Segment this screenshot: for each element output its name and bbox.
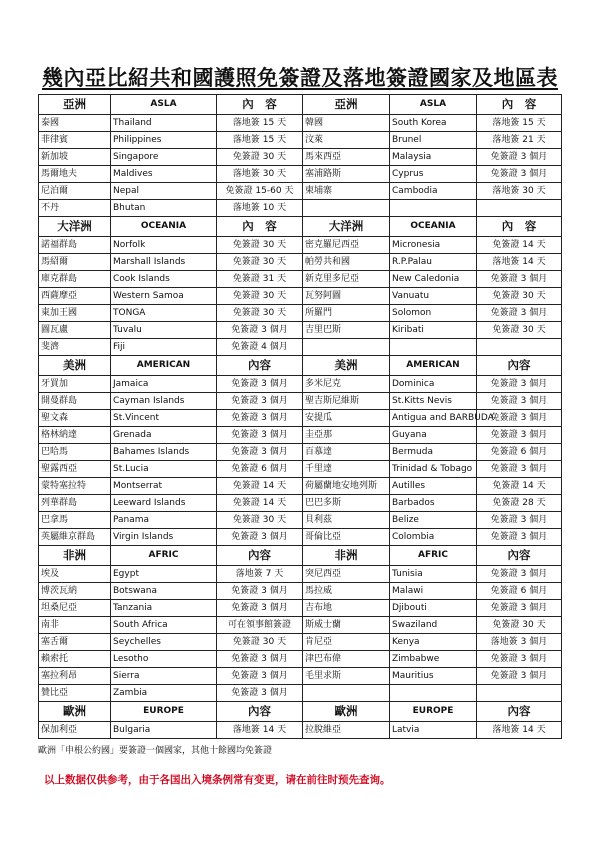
- schengen-note: 歐洲「申根公約國」要簽證一個國家，其他十餘國均免簽證: [38, 746, 273, 756]
- section-header-cell: 內容: [217, 356, 303, 376]
- country-en-cell: Marshall Islands: [111, 254, 217, 271]
- country-cn-cell: 博茨瓦納: [39, 583, 111, 600]
- visa-policy-cell: 落地簽 7 天: [217, 566, 303, 583]
- table-row: [39, 461, 562, 478]
- visa-policy-cell: [477, 339, 562, 356]
- visa-policy-cell: 免簽證 3 個月: [477, 600, 562, 617]
- section-header-cell: EUROPE: [111, 702, 217, 722]
- section-header-cell: 歐洲: [39, 702, 111, 722]
- visa-policy-cell: 免簽證 3 個月: [217, 668, 303, 685]
- table-row: [39, 339, 562, 356]
- visa-policy-cell: 可在領事館簽證: [217, 617, 303, 634]
- section-header-cell: AMERICAN: [390, 356, 477, 376]
- country-cn-cell: 塞浦路斯: [303, 166, 390, 183]
- country-en-cell: Vanuatu: [390, 288, 477, 305]
- section-header-cell: 內容: [477, 546, 562, 566]
- country-en-cell: South Korea: [390, 115, 477, 132]
- country-cn-cell: 吉里巴斯: [303, 322, 390, 339]
- visa-policy-cell: 免簽證 3 個月: [477, 393, 562, 410]
- country-en-cell: Philippines: [111, 132, 217, 149]
- country-cn-cell: 圭亞那: [303, 427, 390, 444]
- country-en-cell: Maldives: [111, 166, 217, 183]
- country-en-cell: St.Vincent: [111, 410, 217, 427]
- visa-policy-cell: 免簽證 3 個月: [217, 427, 303, 444]
- country-en-cell: Malawi: [390, 583, 477, 600]
- country-en-cell: Antigua and BARBUDA: [390, 410, 477, 427]
- country-cn-cell: 汶萊: [303, 132, 390, 149]
- visa-policy-cell: 落地簽 15 天: [477, 115, 562, 132]
- country-cn-cell: 韓國: [303, 115, 390, 132]
- country-cn-cell: 貝利茲: [303, 512, 390, 529]
- country-en-cell: [390, 200, 477, 217]
- section-header: [39, 546, 562, 566]
- section-header-cell: 歐洲: [303, 702, 390, 722]
- section-header-cell: 非洲: [303, 546, 390, 566]
- country-en-cell: Bermuda: [390, 444, 477, 461]
- country-cn-cell: 埃及: [39, 566, 111, 583]
- table-row: [39, 583, 562, 600]
- country-cn-cell: 圖瓦盧: [39, 322, 111, 339]
- country-en-cell: Trinidad & Tobago: [390, 461, 477, 478]
- visa-policy-cell: 免簽證 30 天: [477, 617, 562, 634]
- country-en-cell: Western Samoa: [111, 288, 217, 305]
- table-row: [39, 617, 562, 634]
- country-en-cell: Malaysia: [390, 149, 477, 166]
- table-row: [39, 149, 562, 166]
- country-cn-cell: 瓦努阿圖: [303, 288, 390, 305]
- section-header-cell: 大洋洲: [39, 217, 111, 237]
- country-en-cell: Cayman Islands: [111, 393, 217, 410]
- country-en-cell: Guyana: [390, 427, 477, 444]
- country-cn-cell: 菲律賓: [39, 132, 111, 149]
- section-header-cell: 大洋洲: [303, 217, 390, 237]
- section-header-cell: 美洲: [39, 356, 111, 376]
- table-row: [39, 529, 562, 546]
- visa-policy-cell: 免簽證 30 天: [477, 288, 562, 305]
- visa-policy-cell: 免簽證 3 個月: [217, 651, 303, 668]
- table-row: [39, 132, 562, 149]
- table-row: [39, 271, 562, 288]
- visa-policy-cell: 落地簽 30 天: [477, 183, 562, 200]
- country-cn-cell: 斐濟: [39, 339, 111, 356]
- country-cn-cell: 馬拉威: [303, 583, 390, 600]
- table-row: [39, 254, 562, 271]
- visa-policy-cell: 免簽證 3 個月: [217, 600, 303, 617]
- country-cn-cell: 諾福群島: [39, 237, 111, 254]
- visa-policy-cell: 免簽證 6 個月: [477, 583, 562, 600]
- country-en-cell: Colombia: [390, 529, 477, 546]
- table-row: [39, 393, 562, 410]
- country-en-cell: Botswana: [111, 583, 217, 600]
- country-cn-cell: 新加坡: [39, 149, 111, 166]
- visa-policy-cell: 免簽證 30 天: [217, 149, 303, 166]
- country-cn-cell: [303, 339, 390, 356]
- country-en-cell: Barbados: [390, 495, 477, 512]
- country-cn-cell: 西薩摩亞: [39, 288, 111, 305]
- table-row: [39, 237, 562, 254]
- country-cn-cell: 聖露西亞: [39, 461, 111, 478]
- visa-policy-cell: 免簽證 6 個月: [217, 461, 303, 478]
- country-en-cell: St.Lucia: [111, 461, 217, 478]
- country-en-cell: [390, 339, 477, 356]
- section-header: [39, 702, 562, 722]
- country-cn-cell: 泰國: [39, 115, 111, 132]
- country-cn-cell: 庫克群島: [39, 271, 111, 288]
- visa-policy-cell: [477, 200, 562, 217]
- visa-policy-cell: 落地簽 15 天: [217, 132, 303, 149]
- visa-policy-cell: 落地簽 14 天: [477, 254, 562, 271]
- country-cn-cell: 賴索托: [39, 651, 111, 668]
- country-en-cell: Kiribati: [390, 322, 477, 339]
- section-header: [39, 95, 562, 115]
- country-en-cell: TONGA: [111, 305, 217, 322]
- country-cn-cell: 開曼群島: [39, 393, 111, 410]
- country-en-cell: Latvia: [390, 722, 477, 739]
- visa-policy-cell: 免簽證 3 個月: [477, 651, 562, 668]
- country-cn-cell: 荷屬蘭地安地列斯: [303, 478, 390, 495]
- country-cn-cell: 聖文森: [39, 410, 111, 427]
- country-en-cell: Autilles: [390, 478, 477, 495]
- country-en-cell: Tuvalu: [111, 322, 217, 339]
- country-cn-cell: 密克羅尼西亞: [303, 237, 390, 254]
- visa-policy-cell: 落地簽 14 天: [217, 722, 303, 739]
- country-en-cell: Cambodia: [390, 183, 477, 200]
- table-row: [39, 444, 562, 461]
- section-header-cell: 亞洲: [303, 95, 390, 115]
- table-row: [39, 305, 562, 322]
- country-en-cell: Brunel: [390, 132, 477, 149]
- country-en-cell: Zambia: [111, 685, 217, 702]
- country-cn-cell: 南非: [39, 617, 111, 634]
- visa-policy-cell: 免簽證 28 天: [477, 495, 562, 512]
- table-row: [39, 427, 562, 444]
- visa-policy-cell: 免簽證 31 天: [217, 271, 303, 288]
- visa-table: [38, 94, 562, 739]
- country-cn-cell: 英屬維京群島: [39, 529, 111, 546]
- country-cn-cell: 塞拉利昂: [39, 668, 111, 685]
- section-header-cell: ASLA: [111, 95, 217, 115]
- country-en-cell: Montserrat: [111, 478, 217, 495]
- visa-policy-cell: 免簽證 30 天: [217, 237, 303, 254]
- table-row: [39, 322, 562, 339]
- visa-policy-cell: 免簽證 30 天: [217, 254, 303, 271]
- country-cn-cell: 吉布地: [303, 600, 390, 617]
- visa-policy-cell: 免簽證 3 個月: [477, 668, 562, 685]
- visa-policy-cell: 免簽證 30 天: [217, 305, 303, 322]
- country-cn-cell: 格林納達: [39, 427, 111, 444]
- section-header-cell: 內 容: [217, 95, 303, 115]
- country-en-cell: Lesotho: [111, 651, 217, 668]
- visa-policy-cell: 免簽證 3 個月: [217, 583, 303, 600]
- country-cn-cell: 多米尼克: [303, 376, 390, 393]
- section-header-cell: 內 容: [217, 217, 303, 237]
- country-cn-cell: 哥倫比亞: [303, 529, 390, 546]
- visa-policy-cell: 免簽證 30 天: [477, 322, 562, 339]
- visa-policy-cell: 免簽證 14 天: [477, 478, 562, 495]
- visa-policy-cell: 免簽證 3 個月: [477, 271, 562, 288]
- country-cn-cell: 津巴布偉: [303, 651, 390, 668]
- country-en-cell: Singapore: [111, 149, 217, 166]
- country-en-cell: Cyprus: [390, 166, 477, 183]
- country-cn-cell: [303, 200, 390, 217]
- country-en-cell: Bahames Islands: [111, 444, 217, 461]
- country-en-cell: Sierra: [111, 668, 217, 685]
- visa-policy-cell: 免簽證 14 天: [477, 237, 562, 254]
- table-row: [39, 668, 562, 685]
- visa-policy-cell: 免簽證 4 個月: [217, 339, 303, 356]
- table-row: [39, 288, 562, 305]
- section-header-cell: ASLA: [390, 95, 477, 115]
- country-en-cell: Dominica: [390, 376, 477, 393]
- section-header-cell: OCEANIA: [390, 217, 477, 237]
- visa-policy-cell: 免簽證 3 個月: [477, 427, 562, 444]
- visa-policy-cell: 免簽證 30 天: [217, 634, 303, 651]
- country-en-cell: R.P.Palau: [390, 254, 477, 271]
- page-title: 幾內亞比紹共和國護照免簽證及落地簽證國家及地區表: [42, 65, 558, 90]
- country-en-cell: Micronesia: [390, 237, 477, 254]
- country-en-cell: Bhutan: [111, 200, 217, 217]
- country-cn-cell: 帕勞共和國: [303, 254, 390, 271]
- visa-policy-cell: 落地簽 3 個月: [477, 634, 562, 651]
- table-row: [39, 600, 562, 617]
- visa-policy-cell: 免簽證 14 天: [217, 495, 303, 512]
- visa-policy-cell: 免簽證 30 天: [217, 512, 303, 529]
- country-cn-cell: 安提瓜: [303, 410, 390, 427]
- country-cn-cell: 不丹: [39, 200, 111, 217]
- visa-policy-cell: 免簽證 3 個月: [217, 529, 303, 546]
- table-row: [39, 200, 562, 217]
- section-header: [39, 217, 562, 237]
- country-cn-cell: 馬來西亞: [303, 149, 390, 166]
- country-en-cell: Grenada: [111, 427, 217, 444]
- section-header-cell: 內 容: [477, 217, 562, 237]
- country-cn-cell: 坦桑尼亞: [39, 600, 111, 617]
- country-en-cell: South Africa: [111, 617, 217, 634]
- country-en-cell: Egypt: [111, 566, 217, 583]
- country-en-cell: Djibouti: [390, 600, 477, 617]
- country-cn-cell: 馬爾地夫: [39, 166, 111, 183]
- visa-policy-cell: [477, 685, 562, 702]
- country-en-cell: [390, 685, 477, 702]
- visa-policy-cell: 免簽證 3 個月: [217, 685, 303, 702]
- visa-policy-cell: 免簽證 3 個月: [217, 376, 303, 393]
- table-row: [39, 566, 562, 583]
- country-en-cell: Nepal: [111, 183, 217, 200]
- visa-policy-cell: 免簽證 3 個月: [477, 166, 562, 183]
- visa-policy-cell: 免簽證 3 個月: [477, 529, 562, 546]
- country-cn-cell: 保加利亞: [39, 722, 111, 739]
- country-cn-cell: 新克里多尼亞: [303, 271, 390, 288]
- country-cn-cell: 列華群島: [39, 495, 111, 512]
- section-header-cell: 內容: [477, 356, 562, 376]
- visa-policy-cell: 免簽證 3 個月: [477, 149, 562, 166]
- visa-policy-cell: 免簽證 3 個月: [477, 461, 562, 478]
- section-header-cell: AFRIC: [111, 546, 217, 566]
- country-en-cell: Norfolk: [111, 237, 217, 254]
- country-cn-cell: 聖吉斯尼維斯: [303, 393, 390, 410]
- country-cn-cell: 東加王國: [39, 305, 111, 322]
- country-cn-cell: 贊比亞: [39, 685, 111, 702]
- table-row: [39, 376, 562, 393]
- table-row: [39, 685, 562, 702]
- country-en-cell: Bulgaria: [111, 722, 217, 739]
- country-en-cell: Solomon: [390, 305, 477, 322]
- disclaimer-footer: 以上数据仅供参考，由于各国出入境条例常有变更，请在前往时预先查询。: [44, 774, 391, 786]
- section-header-cell: 非洲: [39, 546, 111, 566]
- country-cn-cell: 突尼西亞: [303, 566, 390, 583]
- country-en-cell: Panama: [111, 512, 217, 529]
- section-header-cell: AMERICAN: [111, 356, 217, 376]
- country-en-cell: St.Kitts Nevis: [390, 393, 477, 410]
- visa-policy-cell: 落地簽 21 天: [477, 132, 562, 149]
- section-header: [39, 356, 562, 376]
- country-cn-cell: 千里達: [303, 461, 390, 478]
- visa-policy-cell: 免簽證 3 個月: [217, 393, 303, 410]
- section-header-cell: AFRIC: [390, 546, 477, 566]
- visa-policy-cell: 落地簽 14 天: [477, 722, 562, 739]
- country-en-cell: Zimbabwe: [390, 651, 477, 668]
- visa-policy-cell: 落地簽 30 天: [217, 166, 303, 183]
- visa-policy-cell: 免簽證 3 個月: [217, 410, 303, 427]
- visa-policy-cell: 免簽證 3 個月: [477, 376, 562, 393]
- visa-policy-cell: 免簽證 3 個月: [477, 566, 562, 583]
- section-header-cell: OCEANIA: [111, 217, 217, 237]
- country-cn-cell: 塞舌爾: [39, 634, 111, 651]
- country-cn-cell: 柬埔寨: [303, 183, 390, 200]
- country-en-cell: Leeward Islands: [111, 495, 217, 512]
- country-en-cell: Swaziland: [390, 617, 477, 634]
- table-row: [39, 410, 562, 427]
- country-cn-cell: 牙買加: [39, 376, 111, 393]
- country-cn-cell: 肯尼亞: [303, 634, 390, 651]
- visa-policy-cell: 免簽證 3 個月: [477, 410, 562, 427]
- country-cn-cell: 巴哈馬: [39, 444, 111, 461]
- visa-policy-cell: 免簽證 14 天: [217, 478, 303, 495]
- section-header-cell: 內容: [217, 546, 303, 566]
- section-header-cell: EUROPE: [390, 702, 477, 722]
- country-cn-cell: 蒙特塞拉特: [39, 478, 111, 495]
- section-header-cell: 內容: [217, 702, 303, 722]
- section-header-cell: 亞洲: [39, 95, 111, 115]
- visa-policy-cell: 免簽證 3 個月: [477, 305, 562, 322]
- visa-policy-cell: 免簽證 30 天: [217, 288, 303, 305]
- table-row: [39, 478, 562, 495]
- country-cn-cell: 百慕達: [303, 444, 390, 461]
- country-en-cell: Tanzania: [111, 600, 217, 617]
- table-row: [39, 512, 562, 529]
- country-cn-cell: [303, 685, 390, 702]
- visa-policy-cell: 免簽證 3 個月: [217, 444, 303, 461]
- country-en-cell: Thailand: [111, 115, 217, 132]
- visa-policy-cell: 免簽證 6 個月: [477, 444, 562, 461]
- country-cn-cell: 拉脫維亞: [303, 722, 390, 739]
- table-row: [39, 495, 562, 512]
- table-row: [39, 651, 562, 668]
- visa-policy-cell: 免簽證 3 個月: [217, 322, 303, 339]
- country-en-cell: Tunisia: [390, 566, 477, 583]
- table-row: [39, 183, 562, 200]
- country-cn-cell: 斯威士蘭: [303, 617, 390, 634]
- country-en-cell: Cook Islands: [111, 271, 217, 288]
- visa-policy-cell: 免簽證 3 個月: [477, 512, 562, 529]
- country-en-cell: Seychelles: [111, 634, 217, 651]
- table-row: [39, 634, 562, 651]
- country-en-cell: New Caledonia: [390, 271, 477, 288]
- country-cn-cell: 尼泊爾: [39, 183, 111, 200]
- visa-policy-cell: 免簽證 15-60 天: [217, 183, 303, 200]
- country-cn-cell: 所羅門: [303, 305, 390, 322]
- country-en-cell: Mauritius: [390, 668, 477, 685]
- section-header-cell: 美洲: [303, 356, 390, 376]
- country-en-cell: Fiji: [111, 339, 217, 356]
- country-en-cell: Jamaica: [111, 376, 217, 393]
- country-en-cell: Belize: [390, 512, 477, 529]
- visa-policy-cell: 落地簽 10 天: [217, 200, 303, 217]
- country-cn-cell: 馬紹爾: [39, 254, 111, 271]
- visa-policy-cell: 落地簽 15 天: [217, 115, 303, 132]
- country-cn-cell: 巴拿馬: [39, 512, 111, 529]
- table-row: [39, 166, 562, 183]
- section-header-cell: 內 容: [477, 95, 562, 115]
- table-row: [39, 115, 562, 132]
- section-header-cell: 內容: [477, 702, 562, 722]
- table-row: [39, 722, 562, 739]
- country-en-cell: Virgin Islands: [111, 529, 217, 546]
- country-en-cell: Kenya: [390, 634, 477, 651]
- country-cn-cell: 毛里求斯: [303, 668, 390, 685]
- country-cn-cell: 巴巴多斯: [303, 495, 390, 512]
